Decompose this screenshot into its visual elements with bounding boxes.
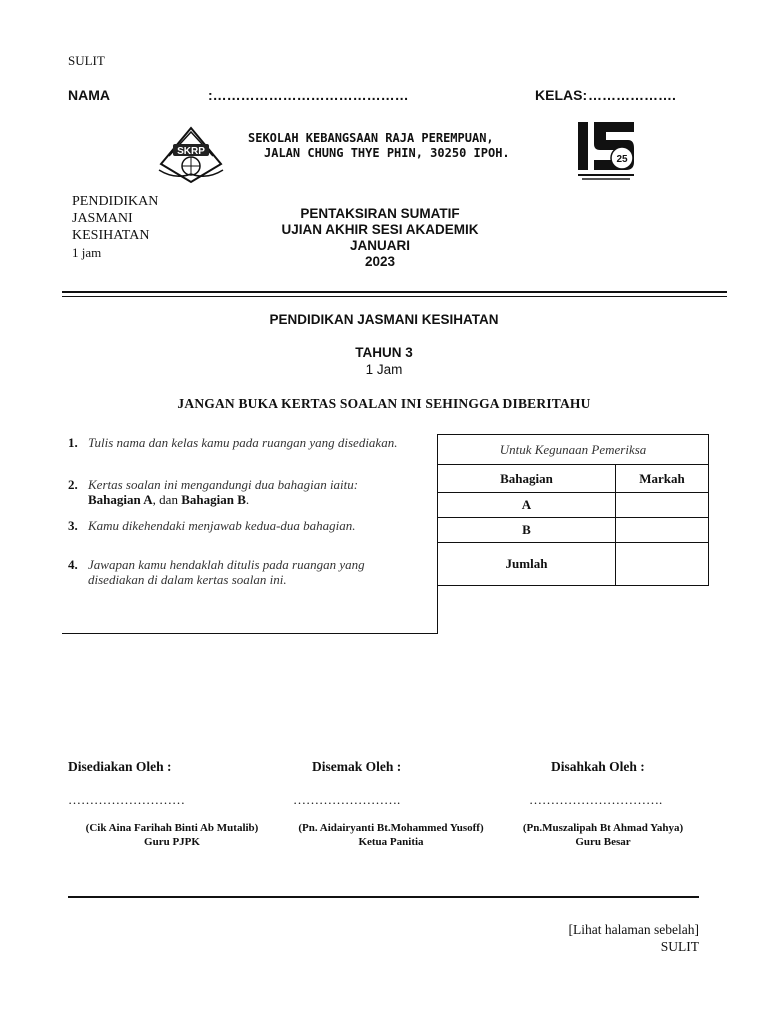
exam-year: 2023: [364, 254, 396, 269]
anniversary-logo: [576, 118, 636, 184]
approved-by-signature-line[interactable]: ………………………….: [529, 792, 663, 807]
instruction-2-number: 2.: [68, 477, 78, 492]
instruction-1: [68, 435, 418, 450]
instructions-box-bottom-border: [62, 633, 438, 634]
instruction-2-body: [88, 477, 418, 507]
marks-total-value[interactable]: [616, 543, 709, 586]
approved-by-block: [503, 821, 703, 849]
subject-line-2: JASMANI: [72, 211, 133, 226]
footer-rule: [68, 896, 699, 898]
marks-row-a-value[interactable]: [616, 493, 709, 518]
next-page-note: [Lihat halaman sebelah]: [568, 922, 699, 937]
school-crest-logo: [155, 122, 227, 184]
approved-by-name: (Pn.Muszalipah Bt Ahmad Yahya): [522, 822, 684, 834]
kelas-label: KELAS:: [535, 87, 588, 103]
instruction-1-number: 1.: [68, 435, 78, 450]
checked-by-signature-line[interactable]: …………………….: [293, 792, 401, 807]
prepared-by-signature-line[interactable]: ………………………: [68, 792, 185, 807]
anniversary-number: 25: [616, 154, 628, 165]
instruction-3-text: Kamu dikehendaki menjawab kedua-dua bahagian.: [88, 518, 356, 533]
instruction-1-text: Tulis nama dan kelas kamu pada ruangan yang disediakan.: [88, 435, 398, 450]
school-address: [248, 131, 510, 161]
instruction-2-part-a: Bahagian A: [88, 492, 153, 507]
approved-by-role: Guru Besar: [575, 836, 631, 848]
paper-duration: 1 Jam: [365, 362, 403, 377]
paper-year: TAHUN 3: [355, 345, 413, 360]
exam-line-2: UJIAN AKHIR SESI AKADEMIK: [281, 222, 479, 237]
instruction-4-text: Jawapan kamu hendaklah ditulis pada ruangan yang disediakan di dalam kertas soalan ini.: [88, 557, 365, 587]
sulit-header: SULIT: [68, 53, 105, 68]
marks-table-caption: Untuk Kegunaan Pemeriksa: [438, 435, 709, 465]
marks-table: [437, 434, 709, 586]
nama-field[interactable]: :……………………………………: [208, 87, 409, 103]
instruction-4: [68, 557, 418, 587]
exam-line-3: JANUARI: [349, 238, 410, 253]
instruction-2-separator: , dan: [152, 492, 182, 507]
header-rule-bottom: [62, 296, 727, 297]
sulit-footer: SULIT: [660, 939, 699, 954]
marks-header-markah: Markah: [616, 465, 709, 493]
checked-by-role: Ketua Panitia: [358, 836, 424, 848]
marks-row-b-label: B: [438, 518, 616, 543]
warning-text: JANGAN BUKA KERTAS SOALAN INI SEHINGGA DIBERITAHU: [177, 396, 591, 411]
prepared-by-block: [62, 821, 282, 849]
header-rule-top: [62, 291, 727, 293]
subject-duration: 1 jam: [72, 245, 102, 260]
instruction-2-end: .: [245, 492, 250, 507]
exam-title-block: [255, 206, 505, 270]
checked-by-label: Disemak Oleh :: [312, 759, 402, 774]
instruction-2-part-b: Bahagian B: [181, 492, 246, 507]
marks-total-label: Jumlah: [438, 543, 616, 586]
paper-title: PENDIDIKAN JASMANI KESIHATAN: [269, 312, 499, 327]
checked-by-name: (Pn. Aidairyanti Bt.Mohammed Yusoff): [298, 822, 484, 834]
instruction-3-number: 3.: [68, 518, 78, 533]
subject-line-1: PENDIDIKAN: [72, 194, 159, 209]
school-name: SEKOLAH KEBANGSAAN RAJA PEREMPUAN,: [248, 131, 494, 145]
prepared-by-role: Guru PJPK: [144, 836, 200, 848]
prepared-by-name: (Cik Aina Farihah Binti Ab Mutalib): [85, 822, 259, 834]
subject-line-3: KESIHATAN: [72, 228, 150, 243]
subject-block: [72, 193, 158, 261]
marks-row-b-value[interactable]: [616, 518, 709, 543]
crest-text: SKRP: [177, 146, 205, 157]
kelas-field[interactable]: ……………….: [588, 87, 676, 103]
exam-line-1: PENTAKSIRAN SUMATIF: [300, 206, 460, 221]
instruction-3: [68, 518, 418, 533]
instruction-4-number: 4.: [68, 557, 78, 572]
instruction-2-text: Kertas soalan ini mengandungi dua bahagian iaitu:: [88, 477, 359, 492]
nama-label: NAMA: [68, 87, 110, 103]
marks-header-bahagian: Bahagian: [438, 465, 616, 493]
school-street: JALAN CHUNG THYE PHIN, 30250 IPOH.: [264, 146, 510, 160]
approved-by-label: Disahkah Oleh :: [551, 759, 645, 774]
instruction-2: [68, 477, 418, 507]
checked-by-block: [276, 821, 506, 849]
marks-row-a-label: A: [438, 493, 616, 518]
prepared-by-label: Disediakan Oleh :: [68, 759, 172, 774]
